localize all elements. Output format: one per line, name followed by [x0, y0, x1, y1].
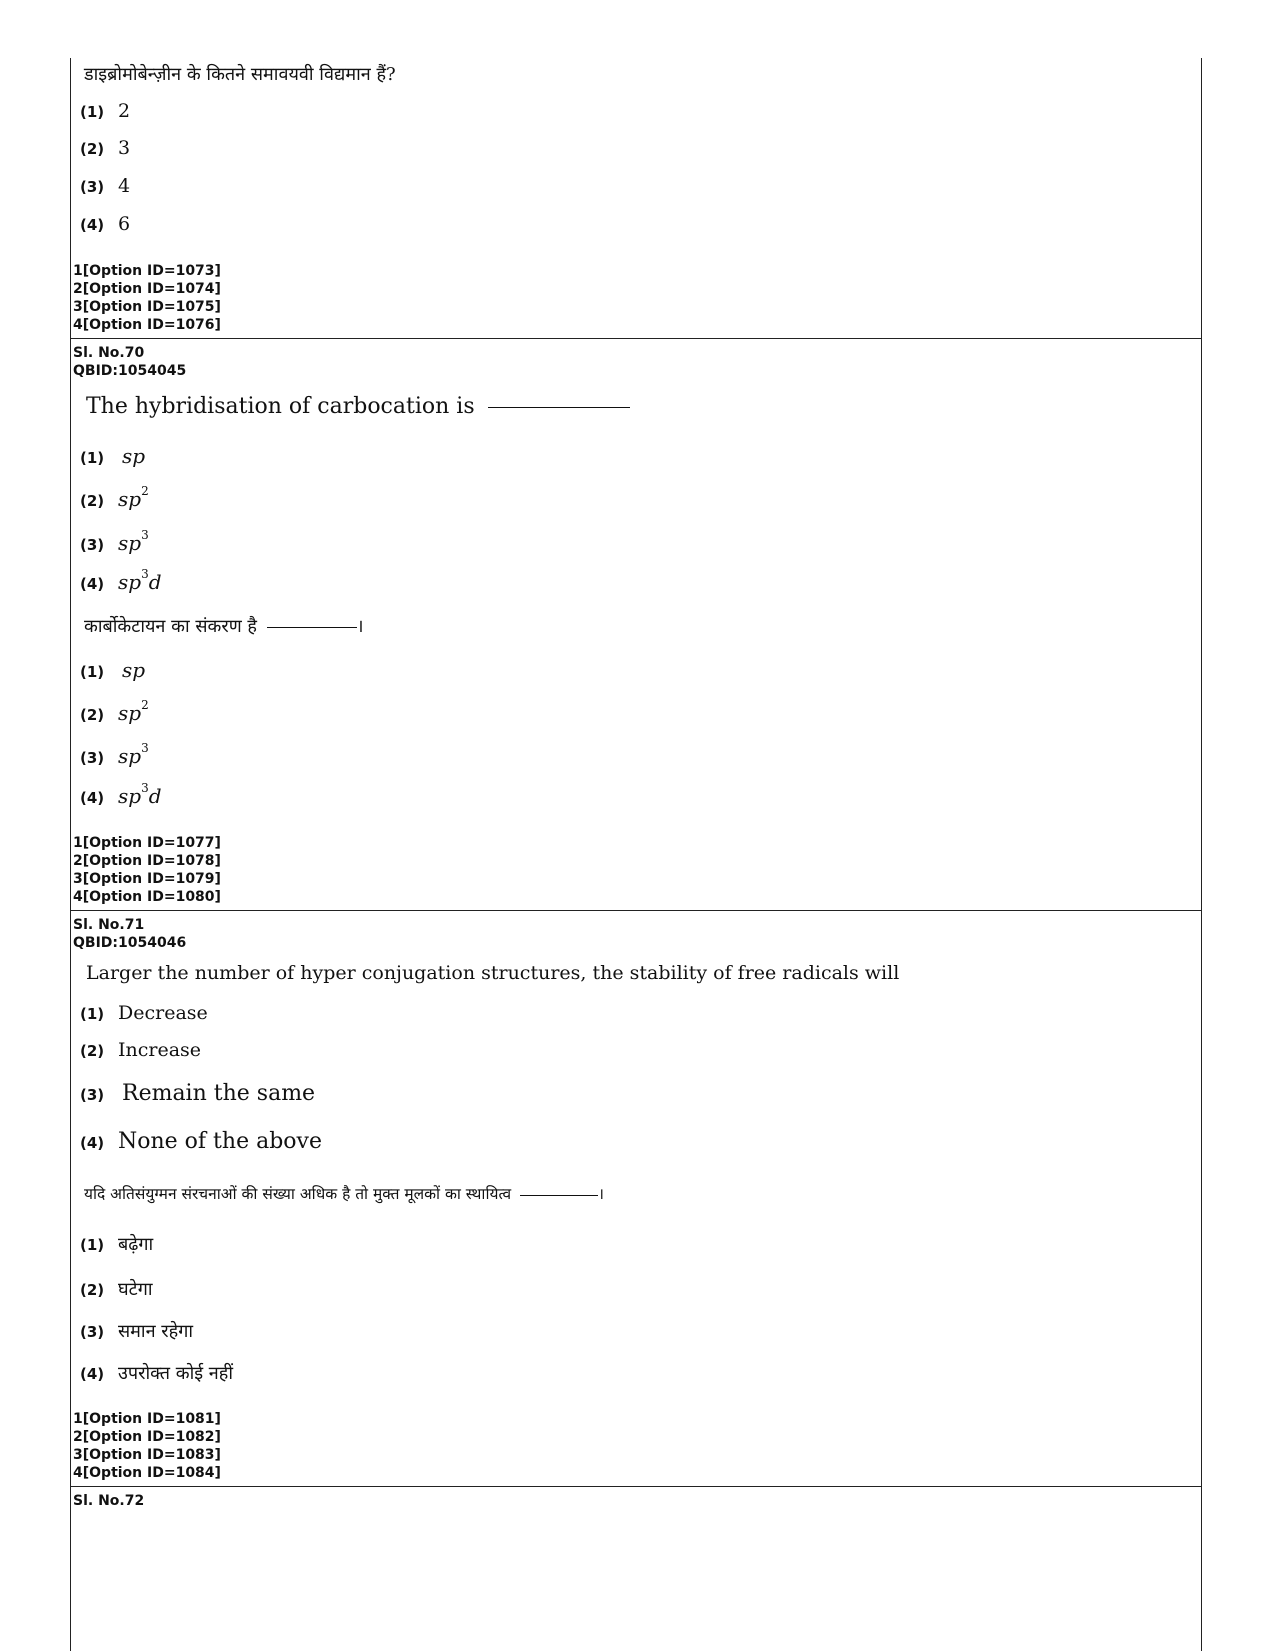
option-id: 4[Option ID=1080]	[73, 889, 221, 905]
option-text: उपरोक्त कोई नहीं	[118, 1363, 233, 1384]
option-text: Remain the same	[122, 1081, 316, 1106]
q70-option-hi-2	[80, 698, 149, 725]
option-number: (1)	[80, 1005, 105, 1023]
q71-question-english: Larger the number of hyper conjugation structures, the stability of free radicals will	[86, 962, 900, 984]
q71-option-hi-4	[80, 1361, 233, 1385]
question-text: The hybridisation of carbocation is	[86, 394, 475, 419]
option-number: (4)	[80, 216, 105, 234]
option-id: 3[Option ID=1083]	[73, 1447, 221, 1463]
q70-option-ids	[73, 834, 221, 906]
option-math: sp	[122, 658, 146, 682]
option-number: (1)	[80, 1236, 105, 1254]
sentence-end: ।	[356, 616, 364, 637]
option-number: (2)	[80, 706, 105, 724]
option-text: 4	[118, 175, 131, 197]
answer-blank	[520, 1195, 598, 1196]
option-math: $sp^3d$	[118, 567, 162, 594]
section-divider	[70, 1486, 1202, 1487]
option-number: (3)	[80, 1086, 105, 1104]
question-frame	[70, 58, 1202, 1651]
option-id: 1[Option ID=1081]	[73, 1411, 221, 1427]
q71-option-ids	[73, 1410, 221, 1482]
option-id: 3[Option ID=1075]	[73, 299, 221, 315]
option-number: (4)	[80, 789, 105, 807]
option-text: 2	[118, 100, 131, 122]
q71-option-en-1	[80, 1002, 208, 1024]
option-number: (3)	[80, 749, 105, 767]
question-text: यदि अतिसंयुग्मन संरचनाओं की संख्या अधिक है तो मुक्त मूलकों का स्थायित्व	[84, 1185, 512, 1203]
option-number: (4)	[80, 575, 105, 593]
q69-option-1	[80, 100, 130, 122]
sentence-end: ।	[598, 1185, 604, 1203]
q71-option-en-4	[80, 1129, 322, 1154]
option-text: 3	[118, 137, 131, 159]
q71-header	[67, 916, 186, 952]
option-number: (3)	[80, 178, 105, 196]
option-id: 3[Option ID=1079]	[73, 871, 221, 887]
option-number: (2)	[80, 1281, 105, 1299]
q72-header	[67, 1492, 144, 1510]
option-text: समान रहेगा	[118, 1321, 194, 1342]
q69-option-ids	[73, 262, 221, 334]
option-text: Decrease	[118, 1002, 208, 1024]
q71-option-en-3	[80, 1081, 315, 1106]
option-id: 2[Option ID=1078]	[73, 853, 221, 869]
option-number: (2)	[80, 1042, 105, 1060]
q71-option-hi-2	[80, 1277, 153, 1301]
serial-number: Sl. No.70	[73, 345, 145, 361]
option-id: 4[Option ID=1084]	[73, 1465, 221, 1481]
question-text: कार्बोकेटायन का संकरण है	[84, 616, 257, 637]
section-divider	[70, 338, 1202, 339]
serial-number: Sl. No.72	[73, 1493, 145, 1509]
q70-option-hi-1	[80, 658, 145, 682]
section-divider	[70, 910, 1202, 911]
q70-option-en-3	[80, 528, 149, 555]
answer-blank	[267, 627, 357, 628]
option-math: $sp^2$	[118, 698, 149, 725]
option-number: (1)	[80, 449, 105, 467]
option-id: 1[Option ID=1073]	[73, 263, 221, 279]
qbid: QBID:1054046	[73, 935, 187, 951]
option-number: (4)	[80, 1134, 105, 1152]
option-number: (2)	[80, 492, 105, 510]
option-text: बढ़ेगा	[118, 1234, 154, 1255]
option-math: $sp^3$	[118, 741, 149, 768]
option-text: Increase	[118, 1039, 202, 1061]
q70-option-en-2	[80, 484, 149, 511]
option-math: $sp^2$	[118, 484, 149, 511]
option-id: 4[Option ID=1076]	[73, 317, 221, 333]
q70-option-hi-3	[80, 741, 149, 768]
option-number: (3)	[80, 536, 105, 554]
q71-question-hindi	[70, 1182, 604, 1204]
q71-option-en-2	[80, 1039, 201, 1061]
q71-option-hi-3	[80, 1319, 193, 1343]
q69-question-hindi: डाइब्रोमोबेन्ज़ीन के कितने समावयवी विद्यमान हैं?	[84, 64, 396, 85]
option-id: 1[Option ID=1077]	[73, 835, 221, 851]
option-id: 2[Option ID=1074]	[73, 281, 221, 297]
q70-option-en-1	[80, 444, 145, 468]
q70-header	[67, 344, 186, 380]
q71-option-hi-1	[80, 1232, 153, 1256]
option-id: 2[Option ID=1082]	[73, 1429, 221, 1445]
q69-option-2	[80, 137, 130, 159]
serial-number: Sl. No.71	[73, 917, 145, 933]
option-number: (2)	[80, 140, 105, 158]
q69-option-3	[80, 175, 130, 197]
option-math: $sp^3d$	[118, 781, 162, 808]
option-text: None of the above	[118, 1129, 322, 1154]
q70-question-english	[72, 394, 630, 419]
q70-option-en-4	[80, 567, 162, 594]
option-math: $sp^3$	[118, 528, 149, 555]
q69-option-4	[80, 213, 130, 235]
answer-blank	[488, 407, 630, 408]
option-math: sp	[122, 444, 146, 468]
q70-question-hindi	[70, 614, 364, 638]
qbid: QBID:1054045	[73, 363, 187, 379]
option-text: 6	[118, 213, 131, 235]
option-text: घटेगा	[118, 1279, 153, 1300]
option-number: (3)	[80, 1323, 105, 1341]
option-number: (1)	[80, 103, 105, 121]
option-number: (4)	[80, 1365, 105, 1383]
q70-option-hi-4	[80, 781, 162, 808]
option-number: (1)	[80, 663, 105, 681]
